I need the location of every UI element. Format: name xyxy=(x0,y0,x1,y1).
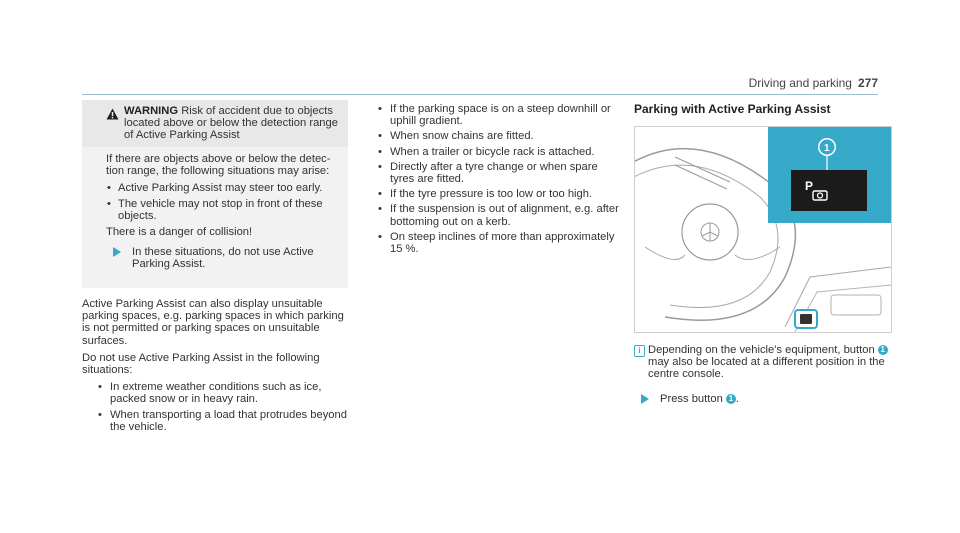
warning-body xyxy=(106,153,342,271)
section-title: Parking with Active Parking Assist xyxy=(634,102,831,116)
danger-text: There is a danger of collision! xyxy=(106,226,253,239)
list-item: • When snow chains are fitted. xyxy=(362,130,624,142)
paragraph: Active Parking Assist can also display unsuitable parking spaces, e.g. parking spaces in which parking is not permitted or parking spaces on unsuitable surfaces. xyxy=(82,298,344,347)
list-item: • In extreme weather conditions such as ice, packed snow or in heavy rain. xyxy=(82,381,348,405)
list-item: • Active Parking Assist may steer too early. xyxy=(106,182,342,194)
svg-text:P: P xyxy=(805,179,814,193)
warning-title xyxy=(124,105,342,142)
note xyxy=(634,344,896,381)
header-section: Driving and parking xyxy=(748,76,852,90)
callout-badge: 1 xyxy=(726,394,736,404)
figure-callout-number: 1 xyxy=(824,143,830,154)
warning-action xyxy=(106,246,342,270)
action-text-pre: Press button xyxy=(660,392,723,405)
warning-triangle-icon xyxy=(106,108,119,120)
action-arrow-icon xyxy=(113,247,121,257)
callout-badge: 1 xyxy=(878,345,888,355)
warning-header xyxy=(82,100,348,147)
dashboard-illustration xyxy=(634,126,892,333)
warning-label: WARNING xyxy=(124,105,179,117)
note-info-icon: i xyxy=(634,345,645,357)
note-text-post: may also be located at a different position in the centre console. xyxy=(648,356,885,381)
column-3-text xyxy=(634,344,896,405)
list-item: • When a trailer or bicycle rack is attached. xyxy=(362,146,624,158)
warning-action-text: In these situations, do not use Active Parking Assist. xyxy=(132,246,314,271)
steering-wheel-illustration xyxy=(635,127,891,332)
action-arrow-icon xyxy=(641,394,649,404)
list-item: • If the tyre pressure is too low or too high. xyxy=(362,188,624,200)
warning-intro: If there are objects above or below the detec-tion range, the following situations may arise: xyxy=(106,153,331,178)
list-item: • On steep inclines of more than approximately 15 %. xyxy=(362,231,624,255)
list-item: • If the suspension is out of alignment, e.g. after bottoming out on a kerb. xyxy=(362,203,624,227)
list-item: • The vehicle may not stop in front of these objects. xyxy=(106,198,342,222)
paragraph: Do not use Active Parking Assist in the following situations: xyxy=(82,351,320,377)
column-1-text xyxy=(82,298,348,436)
warning-title-text: Risk of accident due to objects located above or below the detection range of Active Parking Assist xyxy=(124,105,338,142)
note-text-pre: Depending on the vehicle's equipment, button xyxy=(648,344,875,356)
page-number: 277 xyxy=(857,76,878,90)
running-header xyxy=(749,76,878,90)
list-item: • Directly after a tyre change or when spare tyres are fitted. xyxy=(362,161,624,185)
list-item: • When transporting a load that protrudes beyond the vehicle. xyxy=(82,409,348,433)
column-2-list xyxy=(362,103,624,258)
action-text-post: . xyxy=(735,392,740,405)
header-rule xyxy=(82,94,878,95)
press-button-action xyxy=(634,393,896,405)
warning-box xyxy=(82,100,348,288)
list-item: • If the parking space is on a steep downhill or uphill gradient. xyxy=(362,103,624,127)
